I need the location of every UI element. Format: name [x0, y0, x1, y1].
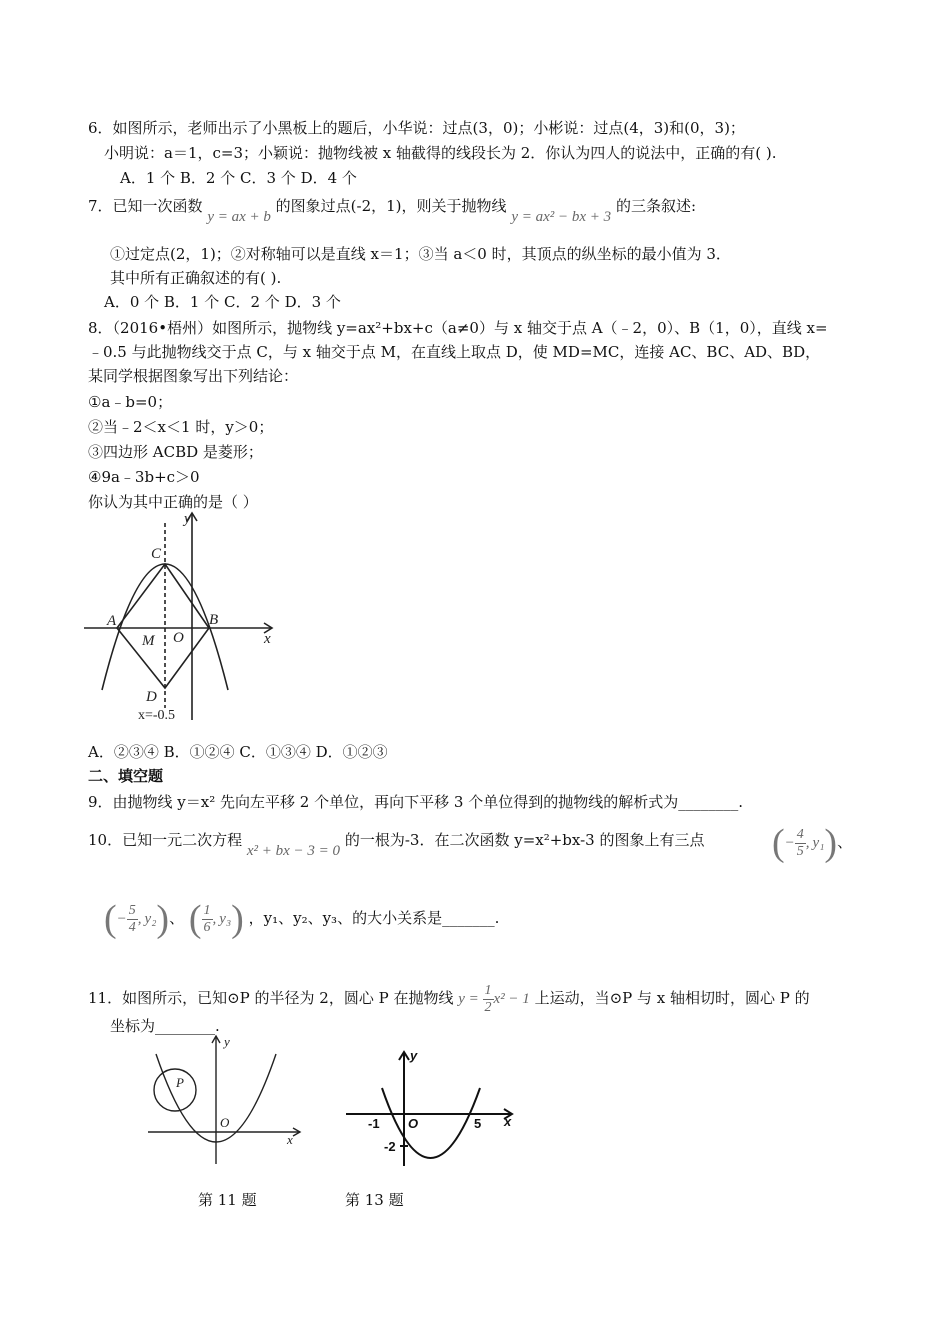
- q10-point-2: (− $\frac{5}{4}$ , y₂): [104, 898, 170, 940]
- fig13-neg1-label: -1: [368, 1116, 380, 1131]
- figure-13-caption: 第 13 题: [345, 1191, 404, 1209]
- q7-line2: ①过定点(2，1)；②对称轴可以是直线 x＝1；③当 a＜0 时，其顶点的纵坐标的最小值为 3．: [110, 245, 731, 263]
- q11-pre: 11．如图所示，已知⊙P 的半径为 2，圆心 P 在抛物线: [88, 989, 454, 1007]
- fig8-x-label: x: [264, 631, 271, 647]
- q10-equation: x² + bx − 3 = 0: [246, 843, 341, 859]
- fig8-line-label: x=-0.5: [138, 708, 176, 723]
- fig13-o-label: O: [408, 1116, 419, 1131]
- fig11-x-label: x: [287, 1132, 293, 1147]
- fig8-o-label: O: [173, 630, 184, 646]
- q8-conclusion-4: ④9a﹣3b+c＞0: [88, 468, 200, 486]
- fig13-x-label: x: [504, 1114, 512, 1129]
- q8-conclusion-1: ①a﹣b=0；: [88, 393, 173, 411]
- q8-options: A．②③④ B．①②④ C．①③④ D．①②③: [88, 743, 388, 761]
- fig8-a-label: A: [107, 613, 117, 629]
- q7-post: 的三条叙述:: [615, 197, 697, 215]
- q7-line1: [88, 196, 697, 225]
- fig13-five-label: 5: [474, 1116, 482, 1131]
- q8-figure: [82, 508, 282, 728]
- q11-post: 上运动，当⊙P 与 x 轴相切时，圆心 P 的: [534, 989, 810, 1007]
- q8-line2: ﹣0.5 与此抛物线交于点 C，与 x 轴交于点 M，在直线上取点 D，使 MD=MC，连接 AC、BC、AD、BD，: [88, 343, 821, 361]
- q10-point-1: (− $\frac{4}{5}$ , y₁)、: [772, 822, 853, 864]
- figure-11: [140, 1032, 310, 1172]
- q8-line3: 某同学根据图象写出下列结论：: [88, 367, 299, 385]
- q11-expr-rest: x² − 1: [493, 991, 530, 1007]
- q10-post: 的一根为-3．在二次函数 y=x²+bx-3 的图象上有三点: [344, 831, 705, 849]
- fig11-y-label: y: [224, 1034, 230, 1049]
- q7-func1: y = ax + b: [207, 209, 271, 225]
- q8-conclusion-3: ③四边形 ACBD 是菱形；: [88, 443, 263, 461]
- q8-conclusion-2: ②当﹣2＜x＜1 时，y＞0；: [88, 418, 274, 436]
- fig11-p-label: P: [176, 1075, 184, 1090]
- fig8-c-label: C: [151, 546, 162, 562]
- q8-ask: 你认为其中正确的是（ ）: [88, 493, 258, 511]
- q10-line1: [88, 830, 705, 859]
- q11-line1: 11．如图所示，已知⊙P 的半径为 2，圆心 P 在抛物线 y = $\frac{1}{2}$ x² − 1 上运动，当⊙P 与 x 轴相切时，圆心 P 的: [88, 982, 810, 1015]
- rhombus-acbd: [117, 564, 209, 688]
- figure-13: [340, 1048, 520, 1173]
- q7-pre: 7．已知一次函数: [88, 197, 203, 215]
- fig8-y-label: y: [184, 511, 191, 527]
- q10-line2: (− $\frac{5}{4}$ , y₂)、 ( $\frac{1}{6}$ , y₃) ，y₁、y₂、y₃、的大小关系是_______.: [104, 898, 500, 940]
- q10-pre: 10．已知一元二次方程: [88, 831, 243, 849]
- fig8-m-label: M: [142, 633, 155, 649]
- circle-p: [154, 1069, 196, 1111]
- q10-tail: ，y₁、y₂、y₃、的大小关系是_______.: [248, 909, 500, 927]
- fig8-b-label: B: [209, 612, 219, 628]
- fig13-y-label: y: [410, 1048, 418, 1063]
- q7-mid: 的图象过点(-2，1)，则关于抛物线: [275, 197, 507, 215]
- q7-line3: 其中所有正确叙述的有( ).: [110, 269, 282, 287]
- q9: 9．由抛物线 y＝x² 先向左平移 2 个单位，再向下平移 3 个单位得到的抛物线的解析式为________.: [88, 793, 743, 811]
- fig13-neg2-label: -2: [384, 1139, 396, 1154]
- q7-func2: y = ax² − bx + 3: [511, 209, 612, 225]
- q6-line1: 6．如图所示，老师出示了小黑板上的题后，小华说：过点(3，0)；小彬说：过点(4，3)和(0，3)；: [88, 119, 745, 137]
- q6-options: A．1 个 B．2 个 C．3 个 D．4 个: [120, 169, 357, 187]
- q7-options: A．0 个 B．1 个 C．2 个 D．3 个: [104, 293, 341, 311]
- q11-line2: 坐标为________.: [110, 1017, 220, 1035]
- parabola: [382, 1088, 480, 1158]
- q10-point-3: ( $\frac{1}{6}$ , y₃): [188, 898, 244, 940]
- section-2-title: 二、填空题: [88, 767, 164, 785]
- q8-line1: 8．（2016•梧州）如图所示，抛物线 y=ax²+bx+c（a≠0）与 x 轴交于点 A（﹣2，0）、B（1，0），直线 x=: [88, 319, 828, 337]
- q6-line2: 小明说：a＝1，c=3；小颖说：抛物线被 x 轴截得的线段长为 2．你认为四人的说法中，正确的有( ).: [104, 144, 777, 162]
- figure-11-caption: 第 11 题: [198, 1191, 257, 1209]
- fig11-o-label: O: [220, 1115, 230, 1130]
- fig8-d-label: D: [146, 689, 157, 705]
